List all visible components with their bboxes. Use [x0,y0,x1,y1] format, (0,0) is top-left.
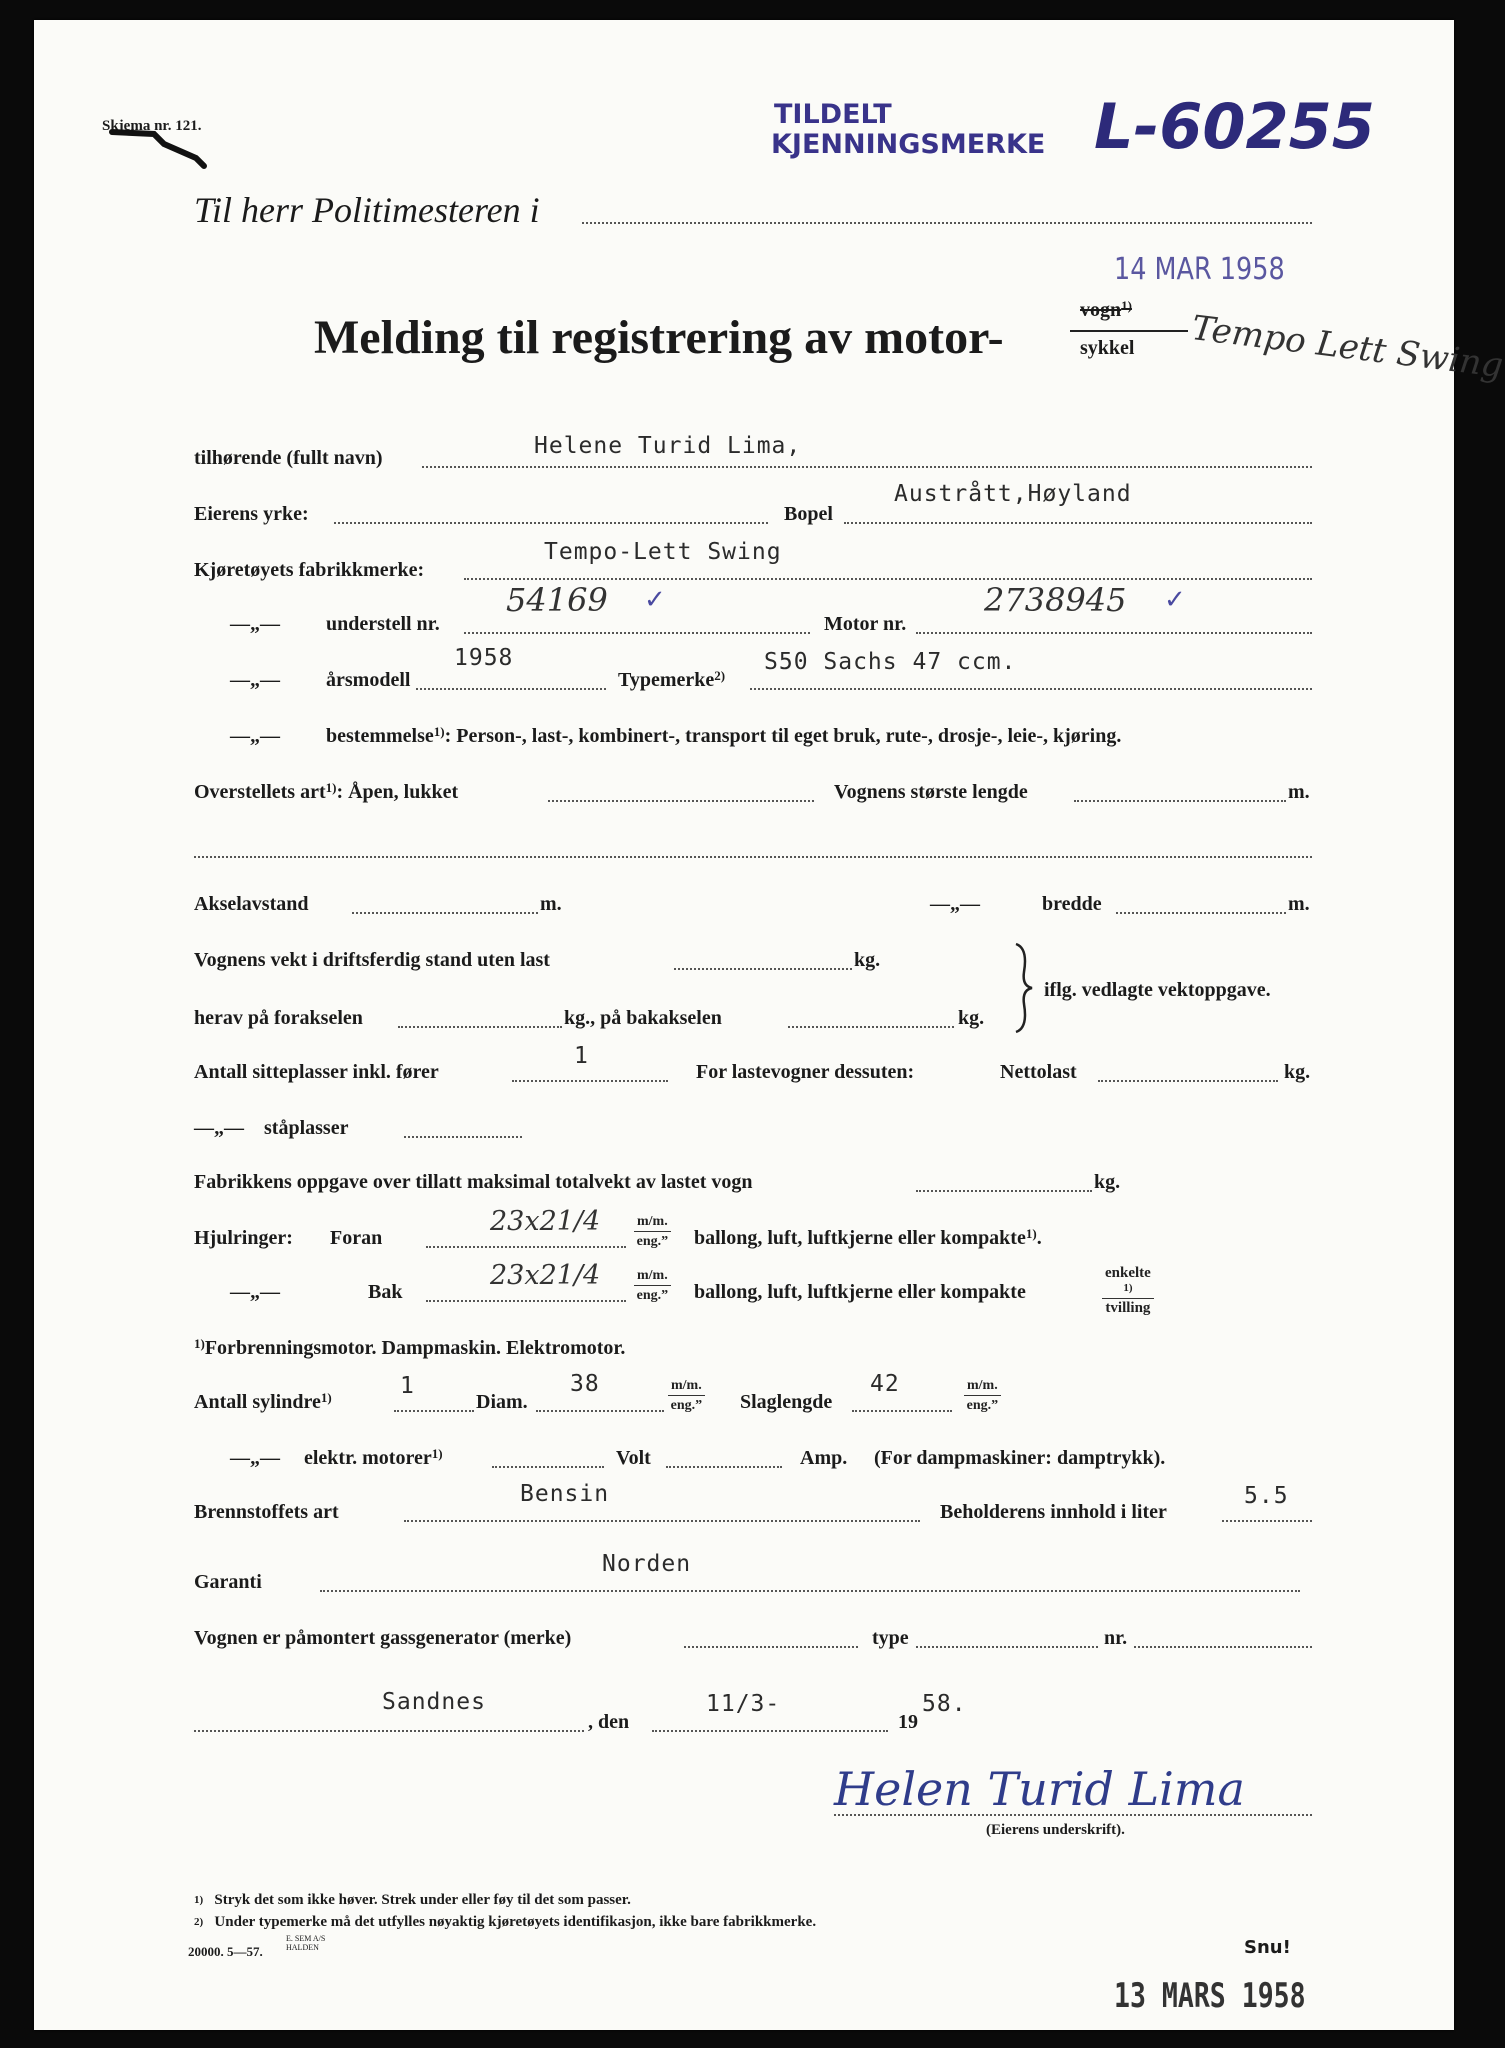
year-prefix: 19 [898,1711,918,1733]
diam-unit: m/m. eng.” [668,1378,705,1413]
electric-label: elektr. motorer$^{1)}$ [304,1446,443,1469]
year-suffix: 58. [922,1691,967,1717]
steam-label: (For dampmaskiner: damptrykk). [874,1447,1166,1469]
owner-value: Helene Turid Lima, [534,433,802,459]
signature-caption: (Eierens underskrift). [986,1822,1125,1838]
blank-line [194,856,1312,858]
standing-label: ståplasser [264,1117,349,1139]
wheels-rear-line [426,1300,626,1302]
stroke-line [852,1410,952,1412]
occupation-line [334,522,768,524]
gasgen-line [684,1646,858,1648]
year-value: 1958 [454,645,514,671]
chassis-label: understell nr. [326,613,440,635]
purpose-row: bestemmelse$^{1)}$: Person-, last-, kombinert-, transport til eget bruk, rute-, drosje-, leie-, kjøring. [326,724,1122,747]
tank-value: 5.5 [1244,1483,1289,1509]
owner-signature: Helen Turid Lima [834,1762,1245,1816]
owner-line [422,466,1312,468]
net-unit: kg. [1284,1061,1311,1083]
stamp-line2: KJENNINGSMERKE [771,129,1046,160]
fuel-line [404,1520,920,1522]
length-line [1074,800,1286,802]
ink-scribble [104,118,214,168]
engine-types: $^{1)}$Forbrenningsmotor. Dampmaskin. Elektromotor. [194,1336,626,1359]
printer-code: 20000. 5—57. [188,1944,263,1959]
printer-name-1: E. SEM A/S [286,1934,326,1943]
seats-value: 1 [574,1043,589,1069]
title-fraction-bar [1070,330,1188,332]
turn-over: Snu! [1244,1937,1291,1958]
cylinders-value: 1 [400,1373,415,1399]
warranty-line [320,1590,1300,1592]
wheels-front-line [426,1246,626,1248]
wheelbase-label: Akselavstand [194,893,309,915]
stamp-line1: TILDELT [774,99,892,130]
gasgen-type-label: type [872,1627,909,1649]
volt-label: Volt [616,1447,651,1469]
wheels-front-value: 23x21/4 [490,1206,601,1237]
dash-6: —„— [230,1281,280,1303]
length-label: Vognens største lengde [834,781,1028,803]
gasgen-type-line [916,1646,1098,1648]
residence-value: Austrått,Høyland [894,481,1132,507]
wheels-front-types: ballong, luft, luftkjerne eller kompakte$^{1)}$. [694,1226,1042,1249]
year-label: årsmodell [326,669,411,691]
tank-label: Beholderens innhold i liter [940,1501,1167,1523]
width-line [1116,912,1286,914]
length-unit: m. [1288,781,1310,803]
engine-line [916,632,1312,634]
seats-label: Antall sitteplasser inkl. fører [194,1061,439,1083]
dash-4: —„— [930,893,980,915]
weight-line [674,968,852,970]
wheels-front-label: Foran [330,1227,383,1249]
dash-7: —„— [230,1447,280,1469]
wheels-rear-unit: m/m. eng.” [634,1268,671,1303]
diam-value: 38 [570,1371,600,1397]
occupation-label: Eierens yrke: [194,503,309,525]
rear-axle-line [788,1026,954,1028]
body-row: Overstellets art$^{1)}$: Åpen, lukket [194,780,459,803]
wheelbase-line [352,912,538,914]
stroke-value: 42 [870,1371,900,1397]
maxweight-label: Fabrikkens oppgave over tillatt maksimal totalvekt av lastet vogn [194,1171,753,1193]
chassis-checkmark: ✓ [644,585,666,614]
form-page [34,20,1505,2030]
single-twin: enkelte 1) tvilling [1102,1266,1154,1316]
gasgen-nr-label: nr. [1104,1627,1128,1649]
brace [1010,942,1036,1034]
place-value: Sandnes [382,1689,486,1715]
front-axle-line [398,1026,562,1028]
stroke-label: Slaglengde [740,1391,833,1413]
date-line [652,1730,888,1732]
footnote-1: $^{1)}$ Stryk det som ikke høver. Strek under eller føy til det som passer. [194,1892,631,1908]
maxweight-line [916,1190,1092,1192]
wheels-label: Hjulringer: [194,1227,293,1249]
chassis-value: 54169 [506,581,608,619]
type-value: S50 Sachs 47 ccm. [764,649,1017,675]
warranty-label: Garanti [194,1571,262,1593]
electric-line [492,1466,604,1468]
owner-label: tilhørende (fullt navn) [194,447,383,469]
engine-value: 2738945 [984,581,1127,619]
dash-5: —„— [194,1117,244,1139]
wheels-rear-value: 23x21/4 [490,1260,601,1291]
diam-label: Diam. [476,1391,528,1413]
maxweight-unit: kg. [1094,1171,1121,1193]
make-label: Kjøretøyets fabrikkmerke: [194,559,425,581]
amp-label: Amp. [800,1447,848,1469]
dash-2: —„— [230,669,280,691]
printer-name-2: HALDEN [286,1943,319,1952]
fuel-label: Brennstoffets art [194,1501,339,1523]
diam-line [536,1410,664,1412]
volt-line [666,1466,782,1468]
dash-1: —„— [230,613,280,635]
handwritten-make: Tempo Lett Swing [1189,308,1505,387]
date-value: 11/3- [706,1691,781,1717]
cylinders-line [394,1410,474,1412]
received-date-stamp: 14 MAR 1958 [1114,252,1285,287]
net-line [1098,1080,1278,1082]
chassis-line [464,632,810,634]
warranty-value: Norden [602,1551,692,1577]
rear-axle-unit: kg. [958,1007,985,1029]
tank-line [1222,1520,1312,1522]
width-unit: m. [1288,893,1310,915]
net-label: Nettolast [1000,1061,1077,1083]
make-line [464,578,1312,580]
body-line [548,800,814,802]
place-line [194,1730,584,1732]
gasgen-nr-line [1134,1646,1312,1648]
signature-line [834,1814,1312,1816]
addressee-line [582,222,1312,224]
engine-label: Motor nr. [824,613,907,635]
wheels-rear-label: Bak [368,1281,403,1303]
stroke-unit: m/m. eng.” [964,1378,1001,1413]
wheels-front-unit: m/m. eng.” [634,1214,671,1249]
wheels-rear-types: ballong, luft, luftkjerne eller kompakte [694,1281,1026,1303]
type-line [750,688,1312,690]
rear-axle-label: kg., på bakakselen [564,1007,722,1029]
gasgen-label: Vognen er påmontert gassgenerator (merke) [194,1627,572,1649]
weight-unit: kg. [854,949,881,971]
title-option-vogn: vogn$^{1)}$ [1080,298,1132,321]
fuel-value: Bensin [520,1481,610,1507]
title-option-sykkel: sykkel [1080,337,1135,359]
cylinders-label: Antall sylindre$^{1)}$ [194,1390,332,1413]
plate-number: L-60255 [1094,90,1375,163]
date-label: , den [588,1711,630,1733]
form-title: Melding til registrering av motor- [314,311,1004,364]
footnote-2: $^{2)}$ Under typemerke må det utfylles nøyaktig kjøretøyets identifikasjon, ikke bare fabrikkmerke. [194,1914,817,1930]
residence-label: Bopel [784,503,833,525]
wheelbase-unit: m. [540,893,562,915]
form-number: Skjema nr. 121. [102,118,202,134]
addressee: Til herr Politimesteren i [194,190,540,230]
bottom-date-stamp: 13 MARS 1958 [1114,1976,1306,2016]
seats-line [512,1080,668,1082]
engine-checkmark: ✓ [1164,585,1186,614]
year-line [416,688,606,690]
residence-line [844,522,1312,524]
make-value: Tempo-Lett Swing [544,539,782,565]
standing-line [404,1136,522,1138]
dash-3: —„— [230,725,280,747]
cargo-label: For lastevogner dessuten: [696,1061,915,1083]
width-label: bredde [1042,893,1102,915]
weight-cert-note: iflg. vedlagte vektoppgave. [1044,979,1271,1001]
weight-label: Vognens vekt i driftsferdig stand uten last [194,949,550,971]
front-axle-label: herav på forakselen [194,1007,363,1029]
type-label: Typemerke$^{2)}$ [618,668,726,691]
